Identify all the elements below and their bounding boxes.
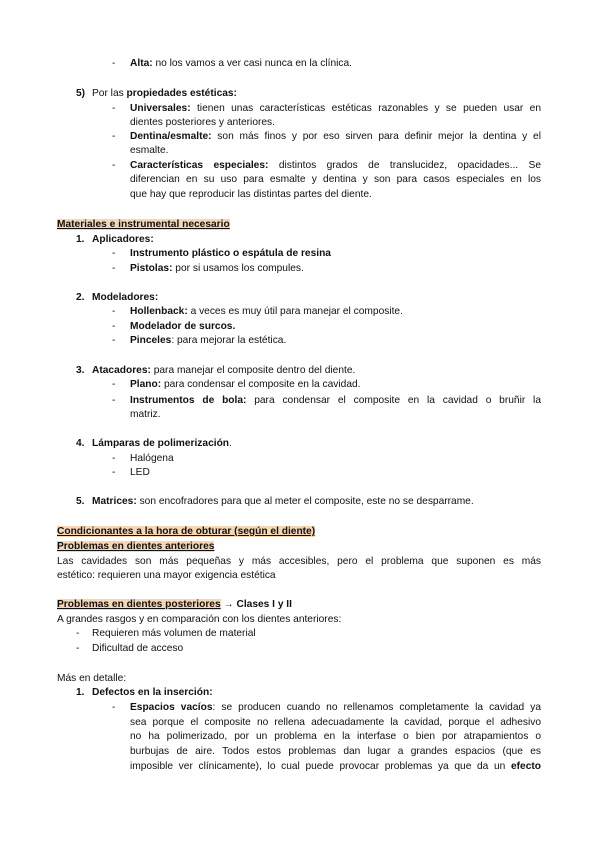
bullet-dash: - (112, 395, 116, 406)
list-item-dentina-esmalte: Dentina/esmalte: son más finos y por eso sirven para definir mejor la dentina y el (130, 131, 541, 142)
paragraph-anteriores: estético: requieren una mayor exigencia estética (57, 570, 276, 581)
paragraph-posteriores: A grandes rasgos y en comparación con los dientes anteriores: (57, 614, 342, 625)
subheading-posteriores: Problemas en dientes posteriores → Clases I y II (57, 599, 292, 610)
list-item-aplicadores: Aplicadores: (92, 234, 154, 245)
paragraph-anteriores: Las cavidades son más pequeñas y más accesibles, pero el problema que suponen es más (57, 556, 541, 567)
list-number: 2. (76, 292, 85, 303)
bullet-dash: - (112, 335, 116, 346)
bullet-dash: - (112, 453, 116, 464)
list-item-text: que hay que reproducir las distintas partes del diente. (130, 189, 372, 200)
bullet-dash: - (112, 306, 116, 317)
list-item-atacadores: Atacadores: para manejar el composite dentro del diente. (92, 365, 356, 376)
list-item-acceso: Dificultad de acceso (92, 643, 184, 654)
list-item-instrumentos-bola: Instrumentos de bola: para condensar el composite en la cavidad o bruñir la (130, 395, 541, 406)
subheading-anteriores: Problemas en dientes anteriores (57, 541, 215, 552)
list-item-text: dientes posteriores y anteriores. (130, 117, 275, 128)
list-item-caracteristicas: Características especiales: distintos grados de translucidez, opacidades... Se (130, 160, 542, 171)
list-item-volumen: Requieren más volumen de material (92, 628, 256, 639)
list-item-propiedades: Por las propiedades estéticas: (92, 88, 237, 99)
bullet-dash: - (112, 379, 116, 390)
bullet-dash: - (112, 103, 116, 114)
list-item-text: esmalte. (130, 145, 169, 156)
list-number: 4. (76, 438, 85, 449)
list-number: 3. (76, 365, 85, 376)
bullet-dash: - (112, 131, 116, 142)
paragraph-detalle: Más en detalle: (57, 673, 127, 684)
bullet-dash: - (112, 58, 116, 69)
bullet-dash: - (112, 248, 116, 259)
list-item-modeladores: Modeladores: (92, 292, 159, 303)
bullet-dash: - (112, 702, 116, 713)
list-item-modelador-surcos: Modelador de surcos. (130, 321, 236, 332)
list-item-led: LED (130, 467, 150, 478)
bullet-dash: - (112, 160, 116, 171)
list-item-matrices: Matrices: son encofradores para que al meter el composite, este no se desparrame. (92, 496, 474, 507)
list-item-plano: Plano: para condensar el composite en la cavidad. (130, 379, 361, 390)
list-item-text: matriz. (130, 409, 161, 420)
list-number: 1. (76, 687, 85, 698)
list-item-text: sea porque el composite no rellena adecuadamente la cavidad, porque el adhesivo (130, 717, 541, 728)
list-item-universales: Universales: tienen unas características estéticas razonables y se pueden usar en (130, 103, 541, 114)
list-item-text: burbujas de aire. Todos estos problemas dan lugar a grandes espacios (que es (130, 746, 541, 757)
list-item-pistolas: Pistolas: por si usamos los compules. (130, 263, 304, 274)
list-item-espacios-vacios: Espacios vacíos: se producen cuando no rellenamos completamente la cavidad ya (130, 702, 541, 713)
list-item-hollenback: Hollenback: a veces es muy útil para manejar el composite. (130, 306, 403, 317)
list-number: 5) (76, 88, 86, 99)
list-item-text: diferencian en su uso para esmalte y dentina y son para casos especiales en los (130, 174, 541, 185)
bullet-dash: - (76, 628, 80, 639)
list-item-halogena: Halógena (130, 453, 174, 464)
list-item-defectos: Defectos en la inserción: (92, 687, 213, 698)
section-heading-condicionantes: Condicionantes a la hora de obturar (según el diente) (57, 526, 316, 537)
list-item-text: imposible ver clínicamente), lo cual puede provocar problemas ya que da un efecto (130, 761, 541, 772)
list-number: 5. (76, 496, 85, 507)
list-item-text: no ha polimerizado, por un problema en la interfase o bien por atrapamientos o (130, 731, 541, 742)
bullet-dash: - (76, 643, 80, 654)
list-item-lamparas: Lámparas de polimerización. (92, 438, 232, 449)
bullet-dash: - (112, 467, 116, 478)
bullet-dash: - (112, 263, 116, 274)
list-number: 1. (76, 234, 85, 245)
list-item-alta: Alta: no los vamos a ver casi nunca en la clínica. (130, 58, 352, 69)
list-item-instrumento-plastico: Instrumento plástico o espátula de resina (130, 248, 331, 259)
bullet-dash: - (112, 321, 116, 332)
list-item-pinceles: Pinceles: para mejorar la estética. (130, 335, 287, 346)
section-heading-materiales: Materiales e instrumental necesario (57, 219, 230, 230)
